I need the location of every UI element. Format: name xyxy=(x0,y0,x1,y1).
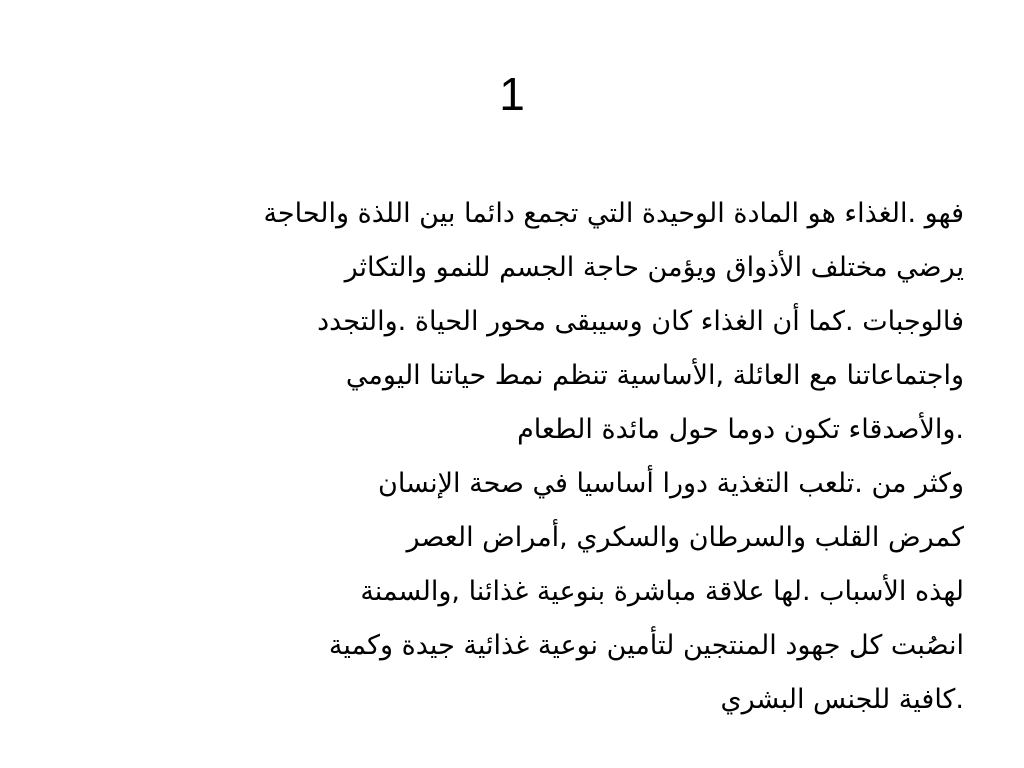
body-line-6: وكثر من .تلعب التغذية دورا أساسيا في صحة الإنسان xyxy=(378,468,964,499)
body-line-1: فهو .الغذاء هو المادة الوحيدة التي تجمع دائما بين اللذة والحاجة xyxy=(263,198,964,229)
slide-title: 1 xyxy=(499,68,525,120)
body-line-2: يرضي مختلف الأذواق ويؤمن حاجة الجسم للنمو والتكاثر xyxy=(344,252,964,283)
body-line-10: .كافية للجنس البشري xyxy=(720,684,964,715)
body-line-3: فالوجبات .كما أن الغذاء كان وسيبقى محور الحياة .والتجدد xyxy=(317,306,964,337)
body-line-4: واجتماعاتنا مع العائلة ,الأساسية تنظم نمط حياتنا اليومي xyxy=(345,360,964,391)
body-line-8: لهذه الأسباب .لها علاقة مباشرة بنوعية غذائنا ,والسمنة xyxy=(360,576,964,607)
body-line-7: كمرض القلب والسرطان والسكري ,أمراض العصر xyxy=(406,522,964,553)
body-line-5: .والأصدقاء تكون دوما حول مائدة الطعام xyxy=(517,414,964,445)
body-line-9: انصُبت كل جهود المنتجين لتأمين نوعية غذائية جيدة وكمية xyxy=(328,630,964,661)
slide-body-text xyxy=(64,187,964,727)
